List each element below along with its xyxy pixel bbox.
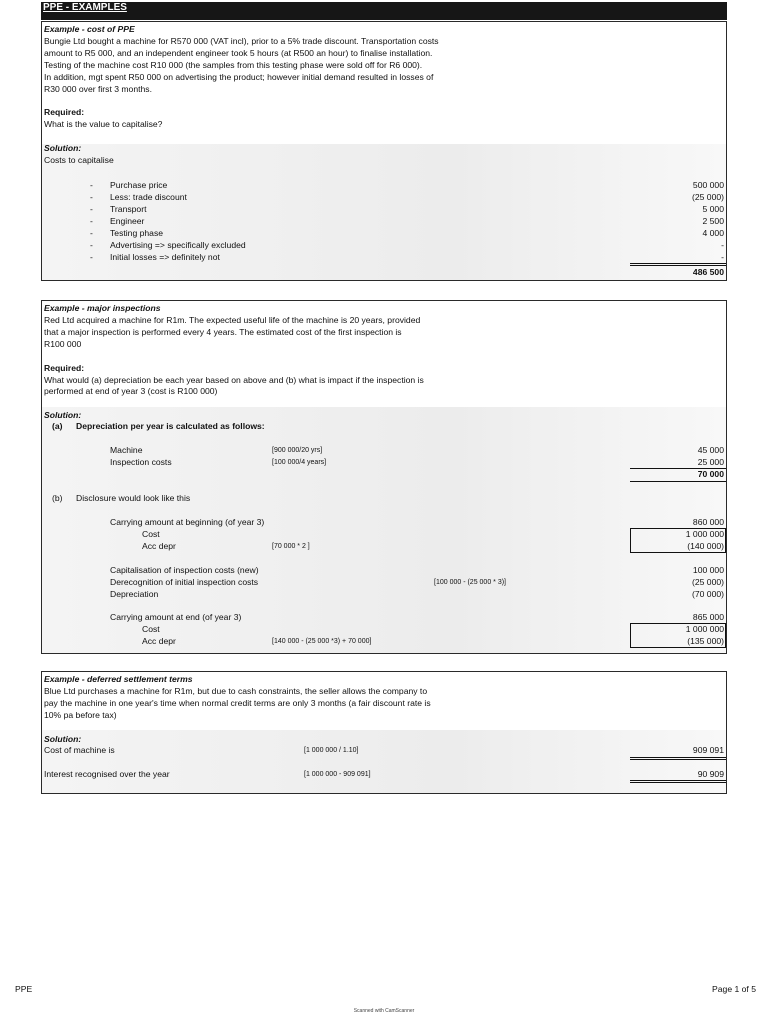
ex1-line: In addition, mgt spent R50 000 on advertising the product; however initial demand resulted in losses of <box>44 71 434 82</box>
footer-left: PPE <box>15 984 33 994</box>
ex1-total: 486 500 <box>692 267 724 277</box>
total-rule <box>630 481 726 482</box>
list-item: - Purchase price 500 000 <box>90 180 724 190</box>
table-row: Depreciation (70 000) <box>110 589 724 599</box>
list-item: - Testing phase 4 000 <box>90 228 724 238</box>
list-item: - Engineer 2 500 <box>90 216 724 226</box>
ex1-heading: Example - cost of PPE <box>44 24 135 34</box>
ex2-dep-total: 70 000 <box>697 469 724 479</box>
ex2-line: Red Ltd acquired a machine for R1m. The expected useful life of the machine is 20 years, provided <box>44 314 421 325</box>
ex1-line: Testing of the machine cost R10 000 (the samples from this testing phase were sold off for R6 000). <box>44 59 423 70</box>
ex1-solution-sub: Costs to capitalise <box>44 155 114 166</box>
table-row: Cost 1 000 000 <box>142 624 724 634</box>
ex2-required-label: Required: <box>44 362 85 373</box>
table-row: Interest recognised over the year [1 000 000 - 909 091] 90 909 <box>44 769 724 779</box>
ex1-line: amount to R5 000, and an independent engineer took 5 hours (at R500 an hour) to finalise installation. <box>44 47 433 58</box>
table-row: Capitalisation of inspection costs (new) 100 000 <box>110 565 724 575</box>
table-row: Cost of machine is [1 000 000 / 1.10] 909 091 <box>44 745 724 755</box>
ex2-part-a: (a) Depreciation per year is calculated as follows: <box>52 421 265 431</box>
table-row: Derecognition of initial inspection costs [100 000 - (25 000 * 3)] (25 000) <box>110 577 724 587</box>
ex2-line: R100 000 <box>44 338 82 349</box>
footer-page-number: Page 1 of 5 <box>712 984 756 994</box>
page-title-bar <box>41 2 727 20</box>
table-row: Cost 1 000 000 <box>142 529 724 539</box>
ex2-heading: Example - major inspections <box>44 303 161 313</box>
ex2-required-line: What would (a) depreciation be each year based on above and (b) what is impact if the inspection is <box>44 374 424 385</box>
total-rule <box>630 780 726 783</box>
list-item: - Initial losses => definitely not - <box>90 252 724 262</box>
example-cost-of-ppe <box>41 21 727 281</box>
table-row: Machine [900 000/20 yrs] 45 000 <box>110 445 724 455</box>
table-row: Acc depr [140 000 - (25 000 *3) + 70 000] (135 000) <box>142 636 724 646</box>
ex1-required-text: What is the value to capitalise? <box>44 119 163 130</box>
ex2-dep-total-row <box>42 469 726 481</box>
ex3-heading: Example - deferred settlement terms <box>44 674 193 684</box>
ex3-line: pay the machine in one year's time when normal credit terms are only 3 months (a fair discount rate is <box>44 697 431 708</box>
ex1-line: R30 000 over first 3 months. <box>44 83 152 94</box>
list-item: - Less: trade discount (25 000) <box>90 192 724 202</box>
example-deferred-settlement <box>41 671 727 794</box>
ex3-line: 10% pa before tax) <box>44 709 117 720</box>
list-item: - Transport 5 000 <box>90 204 724 214</box>
ex1-total-row <box>42 267 726 279</box>
total-rule <box>630 263 726 266</box>
page-title: PPE - EXAMPLES <box>43 2 127 13</box>
table-row: Acc depr [70 000 * 2 ] (140 000) <box>142 541 724 551</box>
table-row: Carrying amount at end (of year 3) 865 000 <box>110 612 724 622</box>
ex1-line: Bungie Ltd bought a machine for R570 000 (VAT incl), prior to a 5% trade discount. Transportation costs <box>44 35 439 46</box>
ex1-required-label: Required: <box>44 107 85 118</box>
ex2-part-b: (b) Disclosure would look like this <box>52 493 191 503</box>
ex2-required-line: performed at end of year 3 (cost is R100 000) <box>44 386 218 397</box>
ex1-solution-label: Solution: <box>44 143 82 154</box>
list-item: - Advertising => specifically excluded - <box>90 240 724 250</box>
table-row: Carrying amount at beginning (of year 3) 860 000 <box>110 517 724 527</box>
ex2-line: that a major inspection is performed every 4 years. The estimated cost of the first inspection is <box>44 326 402 337</box>
scanner-watermark: Scanned with CamScanner <box>353 1008 415 1014</box>
ex3-line: Blue Ltd purchases a machine for R1m, but due to cash constraints, the seller allows the company to <box>44 685 428 696</box>
total-rule <box>630 757 726 760</box>
ex2-solution-label: Solution: <box>44 410 82 421</box>
ex3-solution-label: Solution: <box>44 733 82 744</box>
example-major-inspections <box>41 300 727 654</box>
table-row: Inspection costs [100 000/4 years] 25 000 <box>110 457 724 467</box>
